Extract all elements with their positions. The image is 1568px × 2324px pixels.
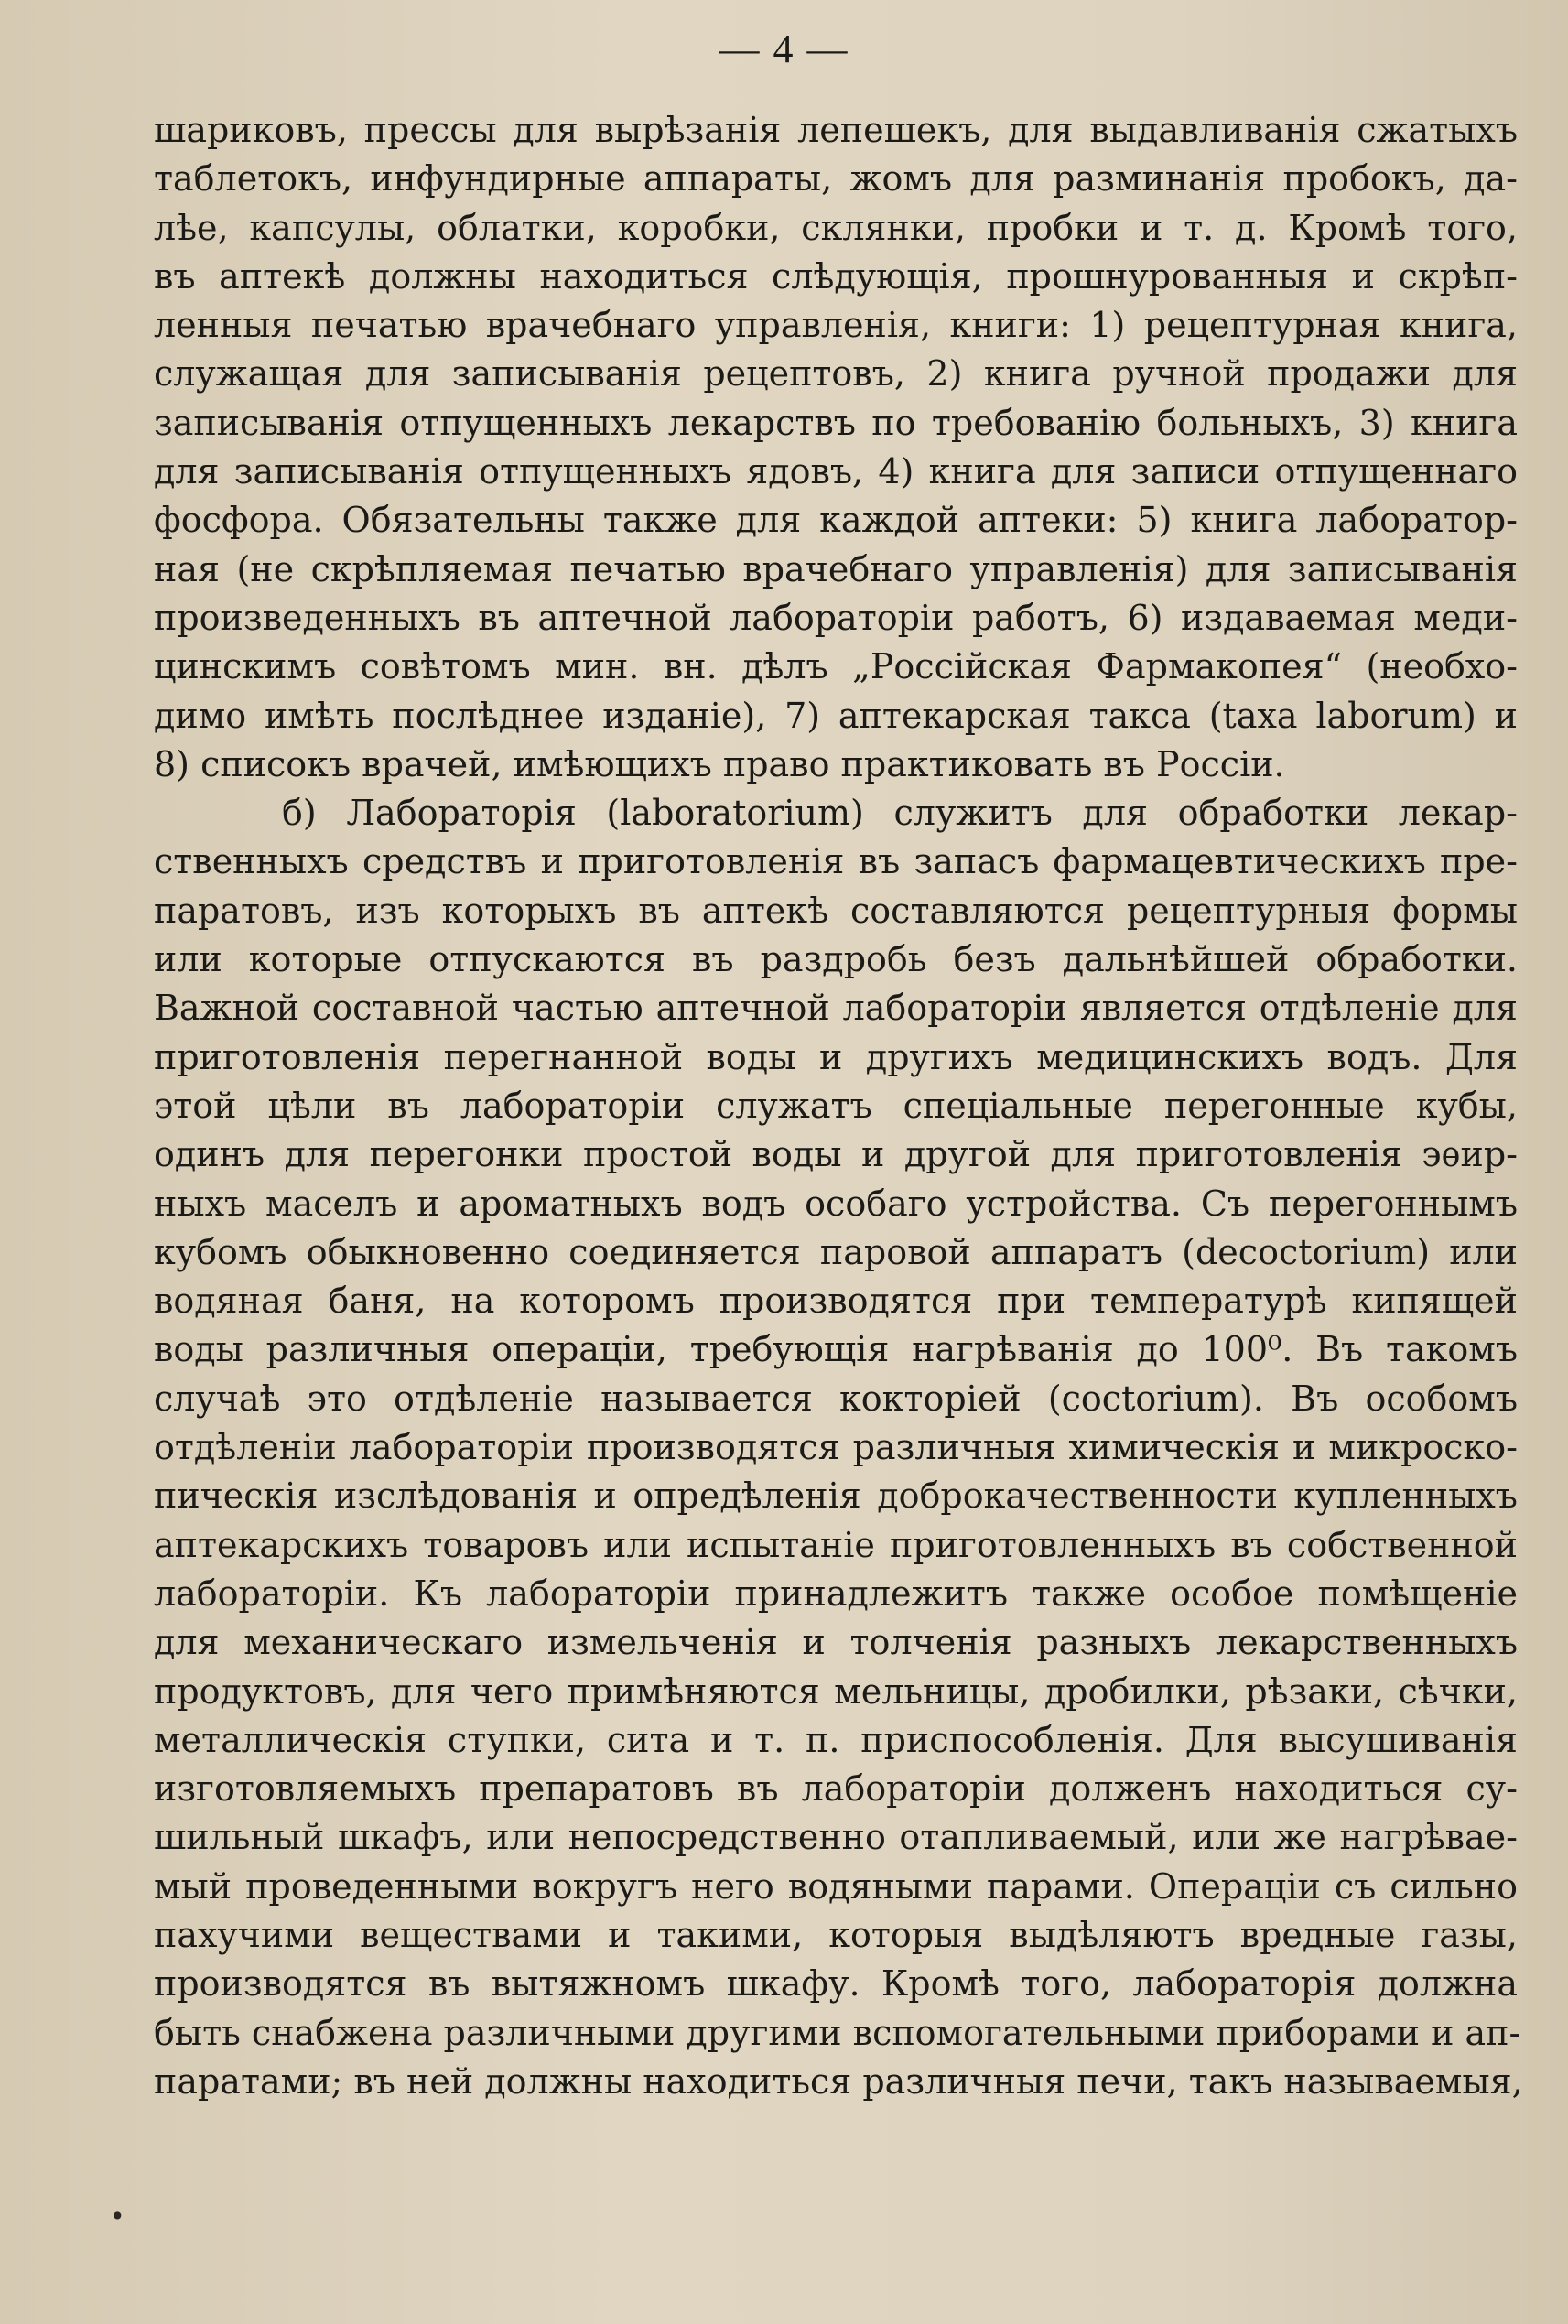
body-text xyxy=(154,106,1523,2106)
text-line: для записыванія отпущенныхъ ядовъ, 4) книга для записи отпущеннаго xyxy=(154,451,1518,492)
text-line: или которые отпускаются въ раздробь безъ дальнѣйшей обработки. xyxy=(154,939,1518,980)
text-line: для механическаго измельченія и толченія разныхъ лекарственныхъ xyxy=(154,1622,1518,1663)
text-line: водяная баня, на которомъ производятся при температурѣ кипящей xyxy=(154,1281,1518,1322)
text-line: ная (не скрѣпляемая печатью врачебнаго управленія) для записыванія xyxy=(154,548,1518,589)
text-line: ственныхъ средствъ и приготовленія въ запасъ фармацевтическихъ пре- xyxy=(154,841,1518,882)
text-line: 8) списокъ врачей, имѣющихъ право практиковать въ Россіи. xyxy=(154,743,1285,784)
text-line: пическія изслѣдованія и опредѣленія доброкачественности купленныхъ xyxy=(154,1475,1518,1517)
text-line: цинскимъ совѣтомъ мин. вн. дѣлъ „Россійская Фармакопея“ (необхо- xyxy=(154,646,1518,687)
text-line: продуктовъ, для чего примѣняются мельницы, дробилки, рѣзаки, сѣчки, xyxy=(154,1670,1518,1712)
text-line: таблетокъ, инфундирные аппараты, жомъ для разминанія пробокъ, да- xyxy=(154,158,1518,200)
text-line: паратовъ, изъ которыхъ въ аптекѣ составляются рецептурныя формы xyxy=(154,890,1518,931)
text-line: ныхъ маселъ и ароматныхъ водъ особаго устройства. Съ перегоннымъ xyxy=(154,1183,1518,1224)
text-line: изготовляемыхъ препаратовъ въ лабораторіи долженъ находиться су- xyxy=(154,1768,1518,1810)
text-line: отдѣленіи лабораторіи производятся различныя химическія и микроско- xyxy=(154,1427,1518,1468)
text-line: случаѣ это отдѣленіе называется кокторіей (coctorium). Въ особомъ xyxy=(154,1378,1518,1419)
text-line: въ аптекѣ должны находиться слѣдующія, прошнурованныя и скрѣп- xyxy=(154,255,1518,297)
text-line: мый проведенными вокругъ него водяными парами. Операціи съ сильно xyxy=(154,1865,1518,1907)
text-line: фосфора. Обязательны также для каждой аптеки: 5) книга лаборатор- xyxy=(154,500,1518,541)
text-line: быть снабжена различными другими вспомогательными приборами и ап- xyxy=(154,2012,1521,2053)
text-line: записыванія отпущенныхъ лекарствъ по требованію больныхъ, 3) книга xyxy=(154,402,1518,443)
text-line: служащая для записыванія рецептовъ, 2) книга ручной продажи для xyxy=(154,353,1518,395)
text-line: одинъ для перегонки простой воды и другой для приготовленія эѳир- xyxy=(154,1134,1518,1175)
text-line: паратами; въ ней должны находиться различныя печи, такъ называемыя, xyxy=(154,2060,1523,2102)
text-line: димо имѣть послѣднее изданіе), 7) аптекарская такса (taxa laborum) и xyxy=(154,695,1518,736)
text-line: пахучими веществами и такими, которыя выдѣляютъ вредные газы, xyxy=(154,1914,1518,1955)
text-line: лѣе, капсулы, облатки, коробки, склянки, пробки и т. д. Кромѣ того, xyxy=(154,207,1518,248)
text-line: лабораторіи. Къ лабораторіи принадлежитъ также особое помѣщеніе xyxy=(154,1573,1518,1614)
text-line: металлическія ступки, сита и т. п. приспособленія. Для высушиванія xyxy=(154,1719,1518,1760)
text-line: кубомъ обыкновенно соединяется паровой аппаратъ (decoctorium) или xyxy=(154,1231,1518,1272)
text-line: приготовленія перегнанной воды и другихъ медицинскихъ водъ. Для xyxy=(154,1036,1518,1077)
text-line: воды различныя операціи, требующія нагрѣванія до 100⁰. Въ такомъ xyxy=(154,1329,1518,1370)
ink-speck: • xyxy=(110,2201,125,2232)
text-line: шильный шкафъ, или непосредственно отапливаемый, или же нагрѣвае- xyxy=(154,1817,1518,1858)
text-line: Важной составной частью аптечной лабораторіи является отдѣленіе для xyxy=(154,988,1518,1029)
text-line: этой цѣли въ лабораторіи служатъ спеціальные перегонные кубы, xyxy=(154,1085,1518,1126)
text-line: б) Лабораторія (laboratorium) служитъ для обработки лекар- xyxy=(282,793,1518,834)
text-line: произведенныхъ въ аптечной лабораторіи работъ, 6) издаваемая меди- xyxy=(154,597,1518,638)
text-line: производятся въ вытяжномъ шкафу. Кромѣ того, лабораторія должна xyxy=(154,1963,1518,2005)
page-number: — 4 — xyxy=(719,27,849,71)
text-line: аптекарскихъ товаровъ или испытаніе приготовленныхъ въ собственной xyxy=(154,1524,1518,1565)
text-line: шариковъ, прессы для вырѣзанія лепешекъ, для выдавливанія сжатыхъ xyxy=(154,110,1518,150)
text-line: ленныя печатью врачебнаго управленія, книги: 1) рецептурная книга, xyxy=(154,305,1518,346)
